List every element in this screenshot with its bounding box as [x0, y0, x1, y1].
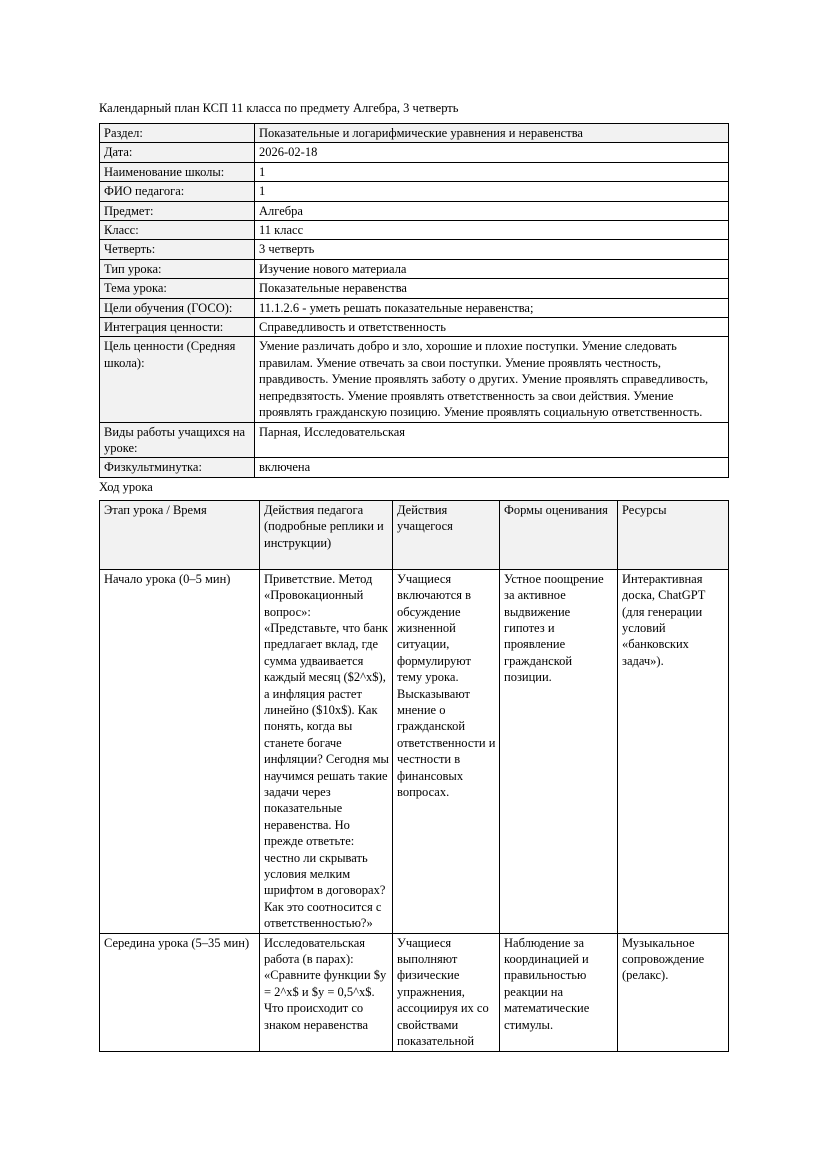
info-value-cell: 11.1.2.6 - уметь решать показательные неравенства;: [255, 298, 729, 317]
page-content-clip: [99, 100, 739, 1065]
column-header-4: Формы оценивания: [500, 500, 618, 569]
info-label-cell: Класс:: [100, 221, 255, 240]
info-value-cell: Справедливость и ответственность: [255, 318, 729, 337]
info-value-cell: Парная, Исследовательская: [255, 422, 729, 458]
info-label-cell: Предмет:: [100, 201, 255, 220]
info-label-cell: Цели обучения (ГОСО):: [100, 298, 255, 317]
info-label-cell: Физкультминутка:: [100, 458, 255, 477]
column-header-1: Этап урока / Время: [100, 500, 260, 569]
lesson-info-table: [99, 123, 729, 478]
table-row: [100, 933, 729, 1051]
document-content: [99, 100, 728, 1052]
info-label-cell: Интеграция ценности:: [100, 318, 255, 337]
table-row: [100, 162, 729, 181]
info-label-cell: Тема урока:: [100, 279, 255, 298]
table-row: [100, 240, 729, 259]
info-value-cell: 3 четверть: [255, 240, 729, 259]
info-label-cell: Тип урока:: [100, 259, 255, 278]
lesson-flow-header: [100, 500, 729, 569]
info-label-cell: ФИО педагога:: [100, 182, 255, 201]
lesson-flow-table: [99, 500, 729, 1052]
column-header-5: Ресурсы: [618, 500, 729, 569]
info-value-cell: Показательные неравенства: [255, 279, 729, 298]
info-value-cell: Показательные и логарифмические уравнения и неравенства: [255, 124, 729, 143]
info-label-cell: Наименование школы:: [100, 162, 255, 181]
resources-cell: Музыкальное сопровождение (релакс).: [618, 933, 729, 1051]
student-actions-cell: Учащиеся включаются в обсуждение жизненной ситуации, формулируют тему урока. Высказывают мнение о гражданской ответственности и честности в финансовых вопросах.: [393, 569, 500, 933]
info-label-cell: Цель ценности (Средняя школа):: [100, 337, 255, 422]
info-value-cell: 2026-02-18: [255, 143, 729, 162]
lesson-info-body: [100, 124, 729, 478]
table-row: [100, 422, 729, 458]
table-row: [100, 182, 729, 201]
table-row: [100, 298, 729, 317]
table-row: [100, 279, 729, 298]
info-value-cell: 1: [255, 162, 729, 181]
table-row: [100, 259, 729, 278]
assessment-cell: Устное поощрение за активное выдвижение гипотез и проявление гражданской позиции.: [500, 569, 618, 933]
info-value-cell: 11 класс: [255, 221, 729, 240]
lesson-flow-caption: Ход урока: [99, 479, 153, 494]
info-value-cell: Изучение нового материала: [255, 259, 729, 278]
table-header-row: [100, 500, 729, 569]
info-label-cell: Виды работы учащихся на уроке:: [100, 422, 255, 458]
info-value-cell: 1: [255, 182, 729, 201]
column-header-2: Действия педагога (подробные реплики и инструкции): [260, 500, 393, 569]
resources-cell: Интерактивная доска, ChatGPT (для генерации условий «банковских задач»).: [618, 569, 729, 933]
page-title: Календарный план КСП 11 класса по предмету Алгебра, 3 четверть: [99, 101, 459, 115]
stage-cell: Начало урока (0–5 мин): [100, 569, 260, 933]
info-value-cell: Умение различать добро и зло, хорошие и плохие поступки. Умение следовать правилам. Умение отвечать за свои поступки. Умение проявлять честность, правдивость. Умение проявлять заботу о других. Умение проявлять справедливость, непредвзятость. Умение проявлять ответственность за свои действия. Умение проявлять гражданскую позицию. Умение проявлять социальную ответственность.: [255, 337, 729, 422]
lesson-flow-body: [100, 569, 729, 1051]
student-actions-cell: Учащиеся выполняют физические упражнения, ассоциируя их со свойствами показательной: [393, 933, 500, 1051]
table-row: [100, 221, 729, 240]
table-row: [100, 569, 729, 933]
assessment-cell: Наблюдение за координацией и правильностью реакции на математические стимулы.: [500, 933, 618, 1051]
info-label-cell: Четверть:: [100, 240, 255, 259]
table-row: [100, 337, 729, 422]
stage-cell: Середина урока (5–35 мин): [100, 933, 260, 1051]
table-row: [100, 201, 729, 220]
info-value-cell: включена: [255, 458, 729, 477]
table-row: [100, 318, 729, 337]
teacher-actions-cell: Исследовательская работа (в парах): «Сравните функции $y = 2^x$ и $y = 0,5^x$. Что происходит со знаком неравенства: [260, 933, 393, 1051]
info-label-cell: Раздел:: [100, 124, 255, 143]
column-header-3: Действия учащегося: [393, 500, 500, 569]
table-row: [100, 458, 729, 477]
table-row: [100, 124, 729, 143]
info-value-cell: Алгебра: [255, 201, 729, 220]
teacher-actions-cell: Приветствие. Метод «Провокационный вопрос»: «Представьте, что банк предлагает вклад, где сумма удваивается каждый месяц ($2^x$), а инфляция растет линейно ($10x$). Как понять, когда вы станете богаче инфляции? Сегодня мы научимся решать такие задачи через показательные неравенства. Но прежде ответьте: честно ли скрывать условия мелким шрифтом в договорах? Как это соотносится с ответственностью?»: [260, 569, 393, 933]
table-row: [100, 143, 729, 162]
info-label-cell: Дата:: [100, 143, 255, 162]
